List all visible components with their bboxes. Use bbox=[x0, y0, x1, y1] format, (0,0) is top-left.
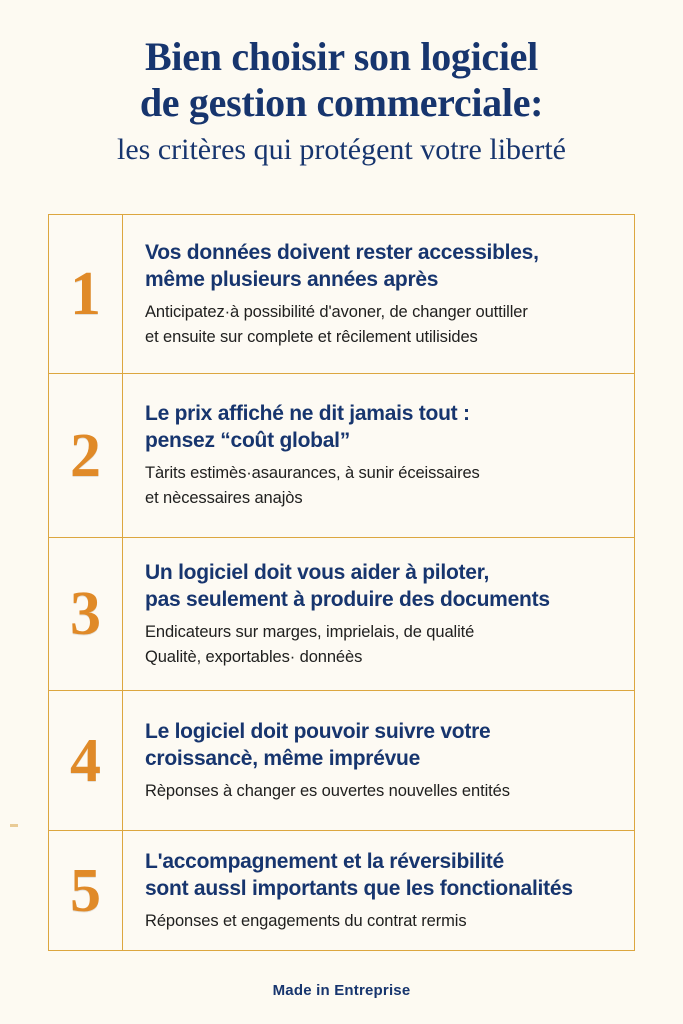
table-row bbox=[49, 831, 634, 950]
criterion-body bbox=[145, 300, 620, 350]
footer-brand: Made in Entreprise bbox=[272, 982, 411, 999]
criterion-number: 5 bbox=[70, 856, 101, 925]
page-header bbox=[0, 34, 683, 170]
table-row bbox=[49, 215, 634, 374]
criterion-content bbox=[123, 374, 634, 537]
criterion-number-cell bbox=[49, 691, 123, 830]
table-row bbox=[49, 538, 634, 691]
table-row bbox=[49, 691, 634, 831]
criterion-body-line-1: Réponses et engagements du contrat rermis bbox=[145, 911, 467, 930]
criterion-body-line-1: Rèponses à changer es ouvertes nouvelles entités bbox=[145, 781, 510, 800]
criterion-body-line-2: Qualitè, exportables· donnéès bbox=[145, 647, 363, 666]
criterion-body bbox=[145, 779, 620, 804]
page-title-line-2: de gestion commerciale: bbox=[139, 80, 544, 125]
criterion-number-cell bbox=[49, 215, 123, 373]
criterion-content bbox=[123, 538, 634, 690]
criterion-body bbox=[145, 620, 620, 670]
criterion-title-line-1: Vos données doivent rester accessibles, bbox=[145, 240, 539, 264]
criterion-title-line-2: sont aussl importants que les fonctionalités bbox=[145, 876, 573, 900]
criterion-title-line-1: L'accompagnement et la réversibilité bbox=[145, 849, 504, 873]
criterion-content bbox=[123, 831, 634, 950]
criterion-title bbox=[145, 559, 620, 613]
criteria-table bbox=[48, 214, 635, 951]
criterion-title-line-2: croissancè, même imprévue bbox=[145, 746, 421, 770]
criterion-content bbox=[123, 215, 634, 373]
criterion-title bbox=[145, 848, 620, 902]
criterion-title bbox=[145, 239, 620, 293]
stray-mark bbox=[10, 824, 18, 827]
page-title-line-1: Bien choisir son logiciel bbox=[145, 34, 538, 79]
criterion-number-cell bbox=[49, 538, 123, 690]
criterion-body bbox=[145, 909, 620, 934]
criterion-title-line-2: pensez “coût global” bbox=[145, 429, 351, 452]
criterion-body-line-1: Anticipatez·à possibilité d'avoner, de changer outtiller bbox=[145, 302, 528, 321]
criterion-number-cell bbox=[49, 374, 123, 537]
criterion-title-line-1: Le prix affiché ne dit jamais tout : bbox=[145, 402, 470, 425]
criterion-body-line-2: et ensuite sur complete et rêcilement utilisides bbox=[145, 327, 478, 346]
criterion-title-line-1: Le logiciel doit pouvoir suivre votre bbox=[145, 719, 491, 743]
criterion-body-line-2: et nècessaires anajòs bbox=[145, 489, 303, 507]
criterion-body-line-1: Endicateurs sur marges, imprielais, de qualité bbox=[145, 622, 475, 641]
criterion-body-line-1: Tàrits estimès·asaurances, à sunir éceissaires bbox=[145, 464, 480, 482]
criterion-body bbox=[145, 461, 620, 511]
table-row bbox=[49, 374, 634, 538]
criterion-number-cell bbox=[49, 831, 123, 950]
criterion-number: 4 bbox=[70, 726, 101, 795]
criterion-number: 1 bbox=[70, 260, 101, 328]
criterion-title-line-2: pas seulement à produire des documents bbox=[145, 587, 550, 611]
criterion-number: 3 bbox=[70, 580, 101, 648]
criterion-number: 2 bbox=[70, 421, 101, 490]
criterion-title-line-1: Un logiciel doit vous aider à piloter, bbox=[145, 560, 490, 584]
page-subtitle: les critères qui protégent votre liberté bbox=[117, 133, 566, 166]
criterion-title bbox=[145, 400, 620, 454]
criterion-content bbox=[123, 691, 634, 830]
criterion-title bbox=[145, 718, 620, 772]
criterion-title-line-2: même plusieurs années après bbox=[145, 267, 439, 291]
